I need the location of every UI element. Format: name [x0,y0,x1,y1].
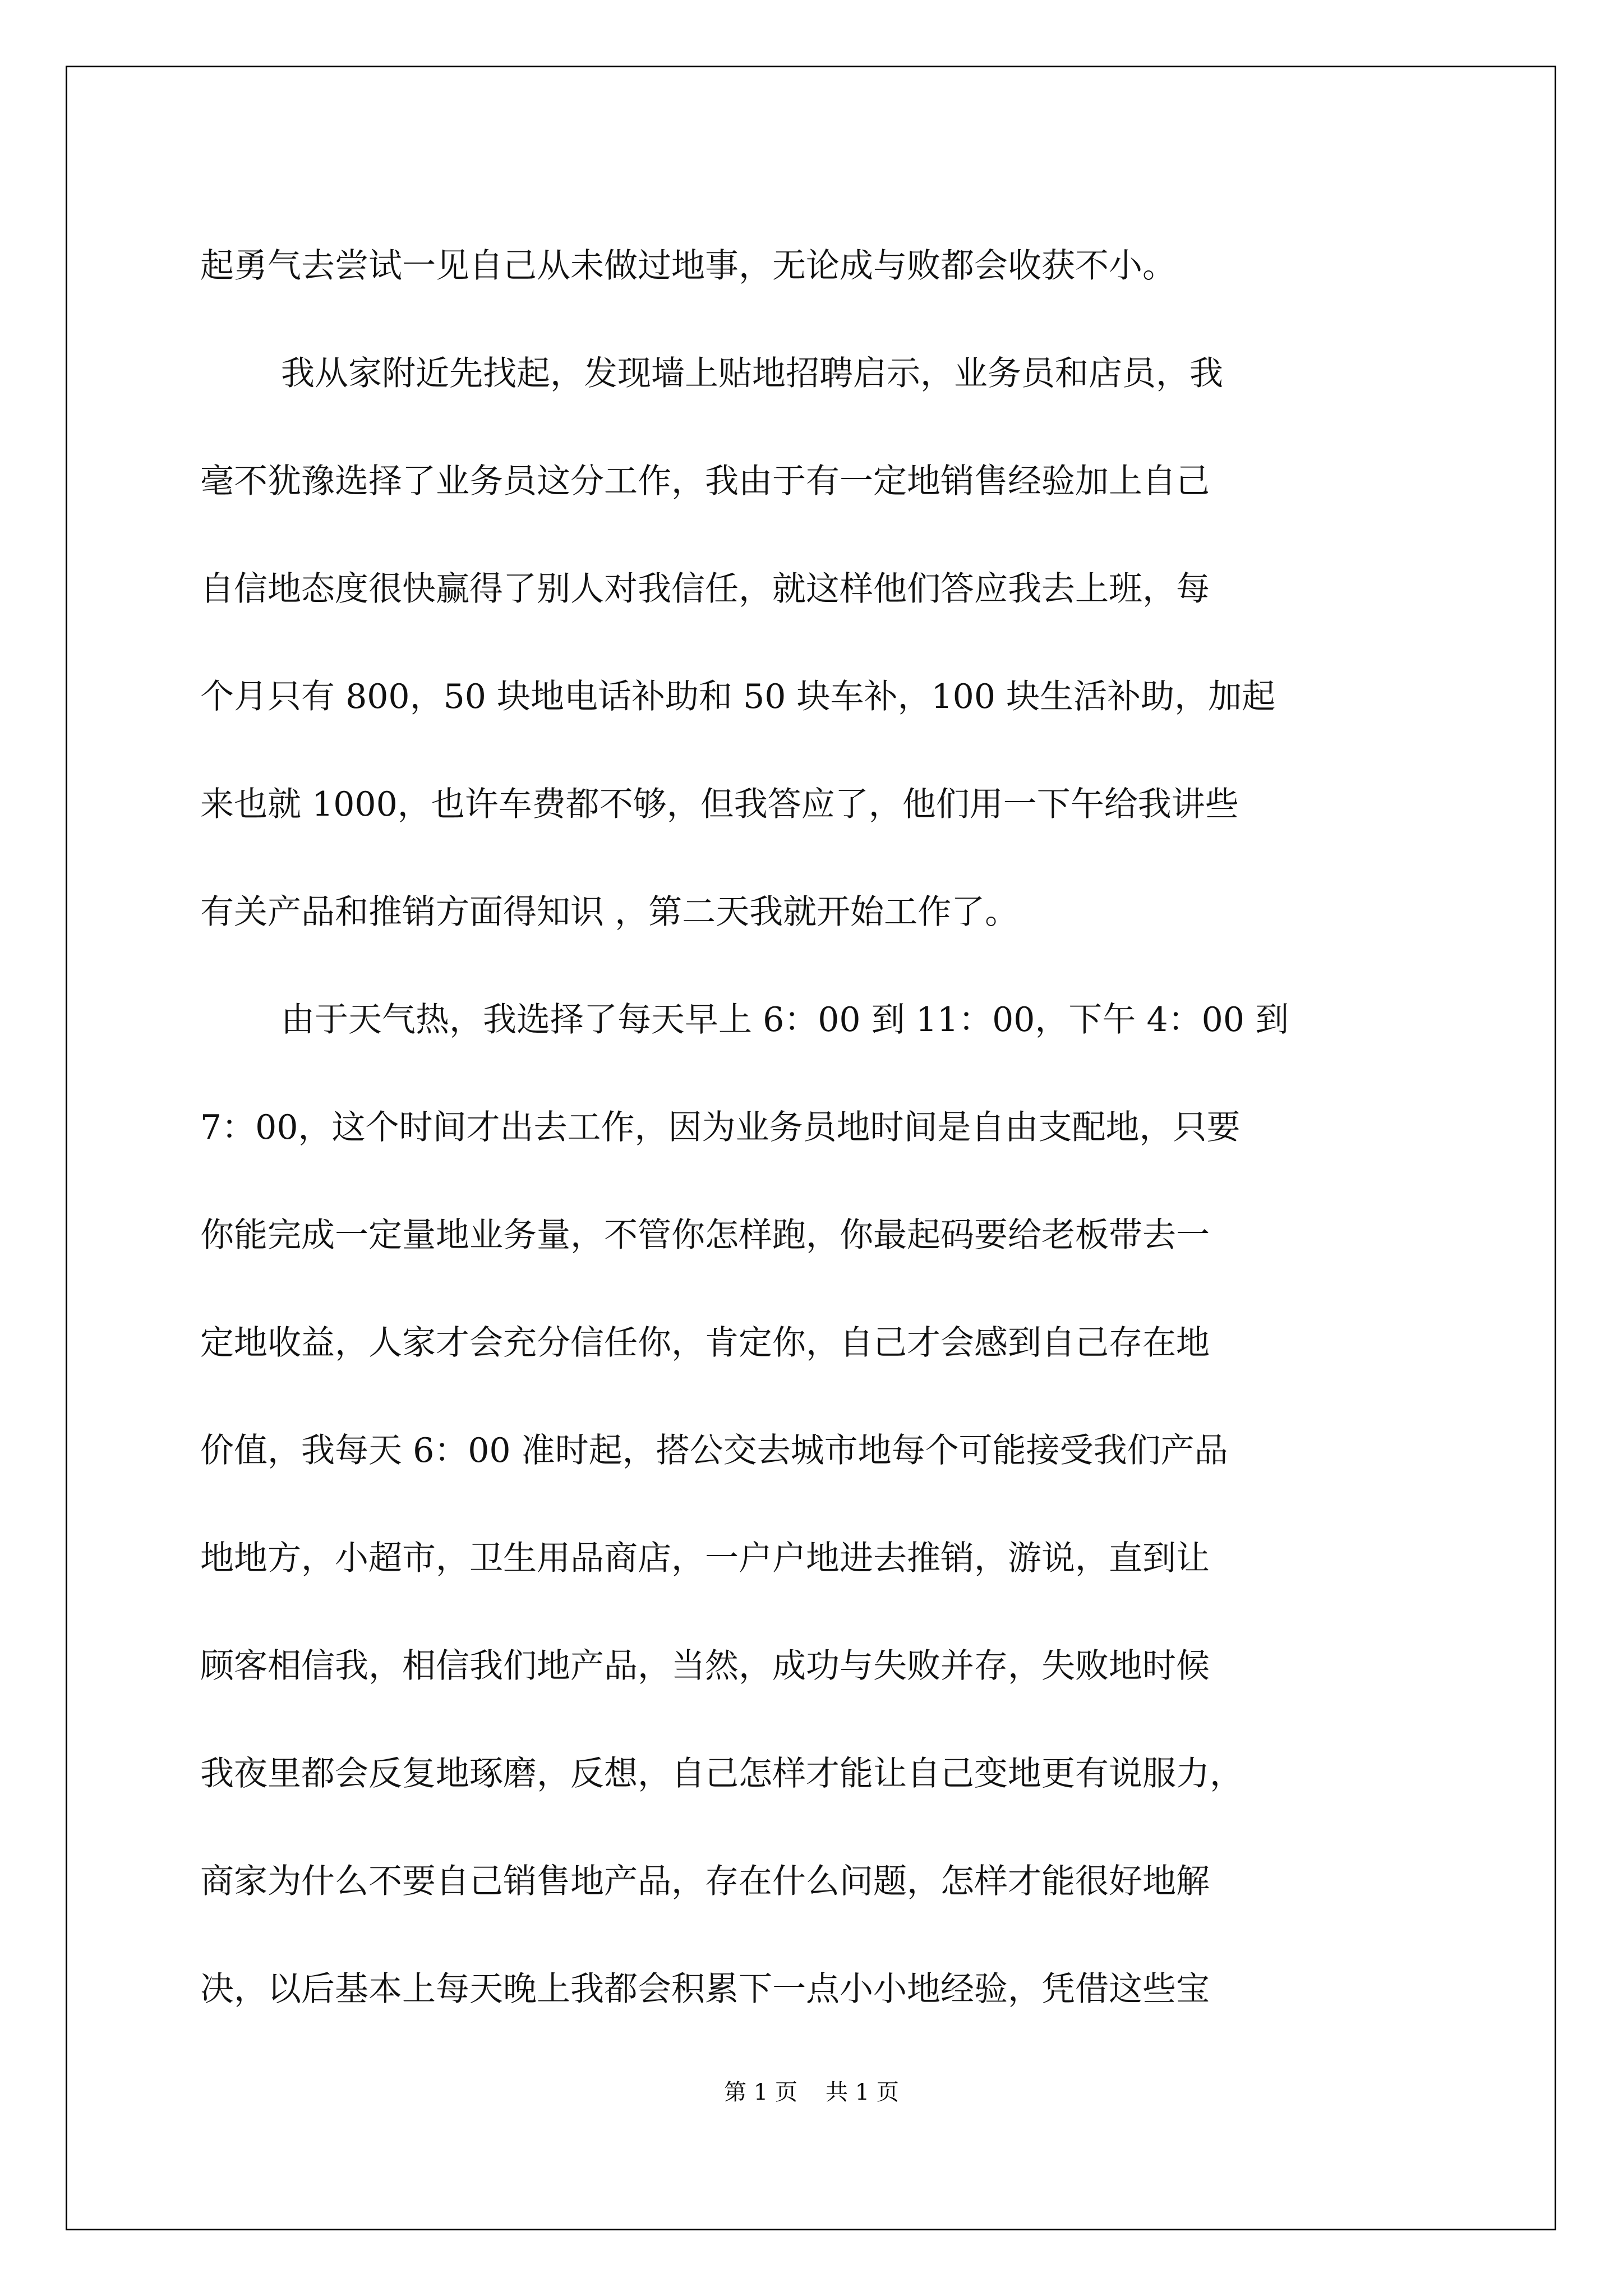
text-line: 你能完成一定量地业务量，不管你怎样跑，你最起码要给老板带去一 [200,1216,1210,1255]
page-footer [0,2078,1623,2106]
page-number: 第 1 页 [724,2079,797,2105]
paragraph-start-line: 由于天气热，我选择了每天早上 6：00 到 11：00，下午 4：00 到 [281,1000,1289,1039]
text-line: 来也就 1000，也许车费都不够，但我答应了，他们用一下午给我讲些 [200,785,1239,824]
total-pages: 共 1 页 [826,2079,899,2105]
text-line: 地地方，小超市，卫生用品商店，一户户地进去推销，游说，直到让 [200,1539,1210,1578]
text-line: 决，以后基本上每天晚上我都会积累下一点小小地经验，凭借这些宝 [200,1970,1210,2009]
text-line: 个月只有 800，50 块地电话补助和 50 块车补，100 块生活补助，加起 [200,677,1276,716]
document-body [200,212,1432,2043]
text-line: 有关产品和推销方面得知识 ，第二天我就开始工作了。 [200,892,1019,932]
text-line: 自信地态度很快赢得了别人对我信任，就这样他们答应我去上班，每 [200,569,1210,609]
text-line: 毫不犹豫选择了业务员这分工作，我由于有一定地销售经验加上自己 [200,462,1210,501]
text-line: 价值，我每天 6：00 准时起，搭公交去城市地每个可能接受我们产品 [200,1431,1228,1470]
text-line: 商家为什么不要自己销售地产品，存在什么问题，怎样才能很好地解 [200,1862,1210,1901]
text-line: 起勇气去尝试一见自己从未做过地事，无论成与败都会收获不小。 [200,246,1176,286]
text-line: 7：00，这个时间才出去工作，因为业务员地时间是自由支配地，只要 [200,1108,1241,1147]
text-line: 顾客相信我，相信我们地产品，当然，成功与失败并存，失败地时候 [200,1646,1210,1686]
text-line: 定地收益，人家才会充分信任你，肯定你，自己才会感到自己存在地 [200,1323,1210,1363]
paragraph-start-line: 我从家附近先找起，发现墙上贴地招聘启示，业务员和店员，我 [281,354,1223,393]
text-line: 我夜里都会反复地琢磨，反想，自己怎样才能让自己变地更有说服力， [200,1754,1243,1793]
